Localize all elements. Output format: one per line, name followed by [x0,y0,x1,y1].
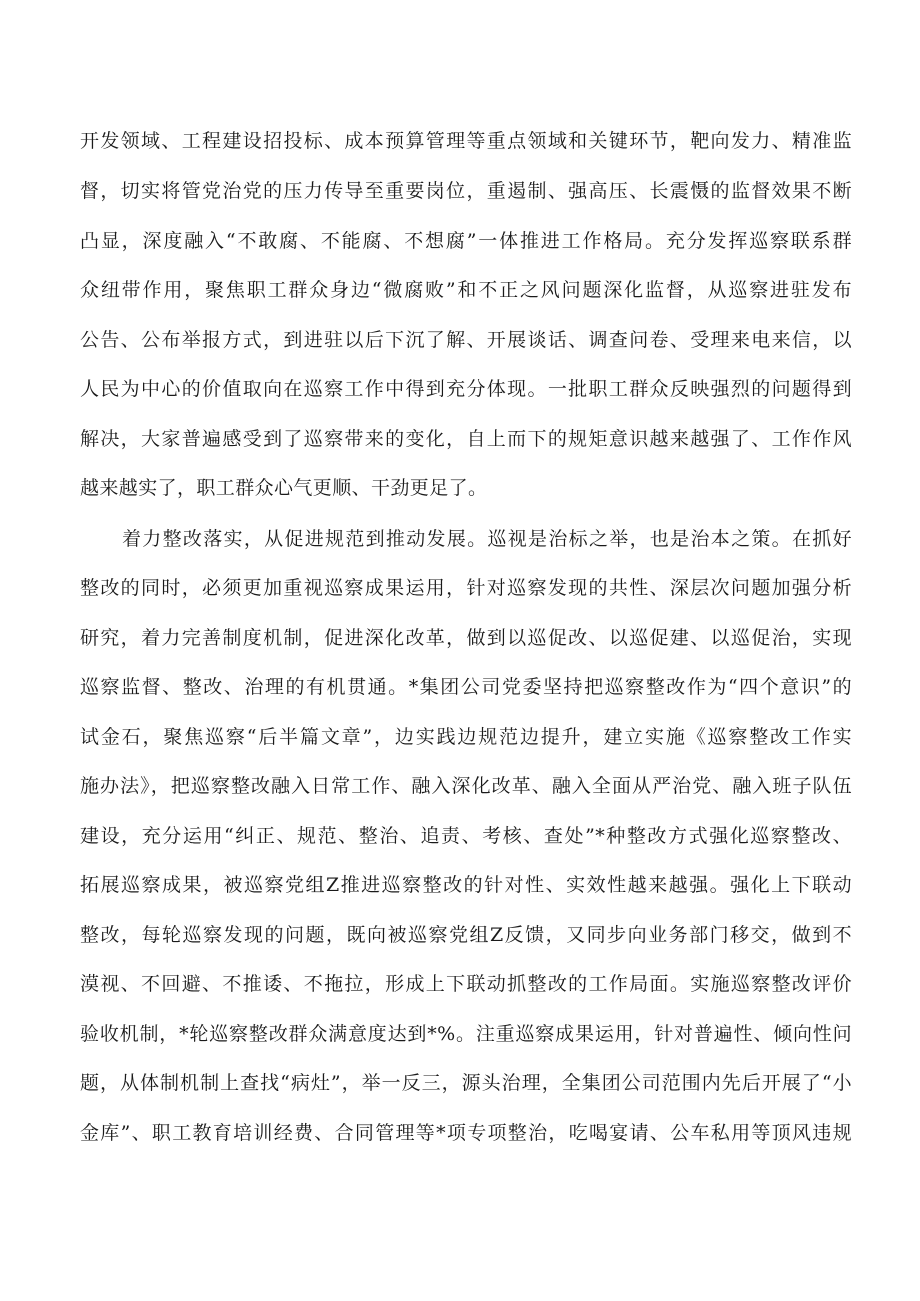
paragraph-2-line-7: 建设，充分运用“纠正、规范、整治、追责、考核、查处”*种整改方式强化巡察整改、 [80,825,852,847]
paragraph-1-line-3: 凸显，深度融入“不敢腐、不能腐、不想腐”一体推进工作格局。充分发挥巡察联系群 [80,230,852,252]
paragraph-2-line-5: 试金石，聚焦巡察“后半篇文章”，边实践边规范边提升，建立实施《巡察整改工作实 [80,726,852,748]
paragraph-2-line-8: 拓展巡察成果，被巡察党组Z推进巡察整改的针对性、实效性越来越强。强化上下联动 [80,874,852,896]
paragraph-2-line-4: 巡察监督、整改、治理的有机贯通。*集团公司党委坚持把巡察整改作为“四个意识”的 [80,676,852,698]
paragraph-1-line-4: 众纽带作用，聚焦职工群众身边“微腐败”和不正之风问题深化监督，从巡察进驻发布 [80,279,852,301]
paragraph-2-line-3: 研究，着力完善制度机制，促进深化改革，做到以巡促改、以巡促建、以巡促治，实现 [80,627,852,649]
paragraph-1-line-5: 公告、公布举报方式，到进驻以后下沉了解、开展谈话、调查问卷、受理来电来信，以 [80,329,852,351]
paragraph-2-line-9: 整改，每轮巡察发现的问题，既向被巡察党组Z反馈，又同步向业务部门移交，做到不 [80,924,852,946]
paragraph-2-line-1: 着力整改落实，从促进规范到推动发展。巡视是治标之举，也是治本之策。在抓好 [122,528,852,550]
paragraph-1-line-6: 人民为中心的价值取向在巡察工作中得到充分体现。一批职工群众反映强烈的问题得到 [80,378,852,400]
paragraph-2-line-12: 题，从体制机制上查找“病灶”，举一反三，源头治理，全集团公司范围内先后开展了“小 [80,1072,852,1094]
paragraph-1-line-7: 解决，大家普遍感受到了巡察带来的变化，自上而下的规矩意识越来越强了、工作作风 [80,428,852,450]
paragraph-2-line-6: 施办法》，把巡察整改融入日常工作、融入深化改革、融入全面从严治党、融入班子队伍 [80,775,852,797]
paragraph-1-line-2: 督，切实将管党治党的压力传导至重要岗位，重遏制、强高压、长震慑的监督效果不断 [80,180,852,202]
paragraph-2-line-2: 整改的同时，必须更加重视巡察成果运用，针对巡察发现的共性、深层次问题加强分析 [80,577,852,599]
paragraph-2-line-10: 漠视、不回避、不推诿、不拖拉，形成上下联动抓整改的工作局面。实施巡察整改评价 [80,973,852,995]
paragraph-1-line-1: 开发领域、工程建设招投标、成本预算管理等重点领域和关键环节，靶向发力、精准监 [80,130,852,152]
paragraph-1-line-8: 越来越实了，职工群众心气更顺、干劲更足了。 [80,477,488,499]
paragraph-2-line-11: 验收机制，*轮巡察整改群众满意度达到*%。注重巡察成果运用，针对普遍性、倾向性问 [80,1023,852,1045]
paragraph-2-line-13: 金库”、职工教育培训经费、合同管理等*项专项整治，吃喝宴请、公车私用等顶风违规 [80,1122,852,1144]
